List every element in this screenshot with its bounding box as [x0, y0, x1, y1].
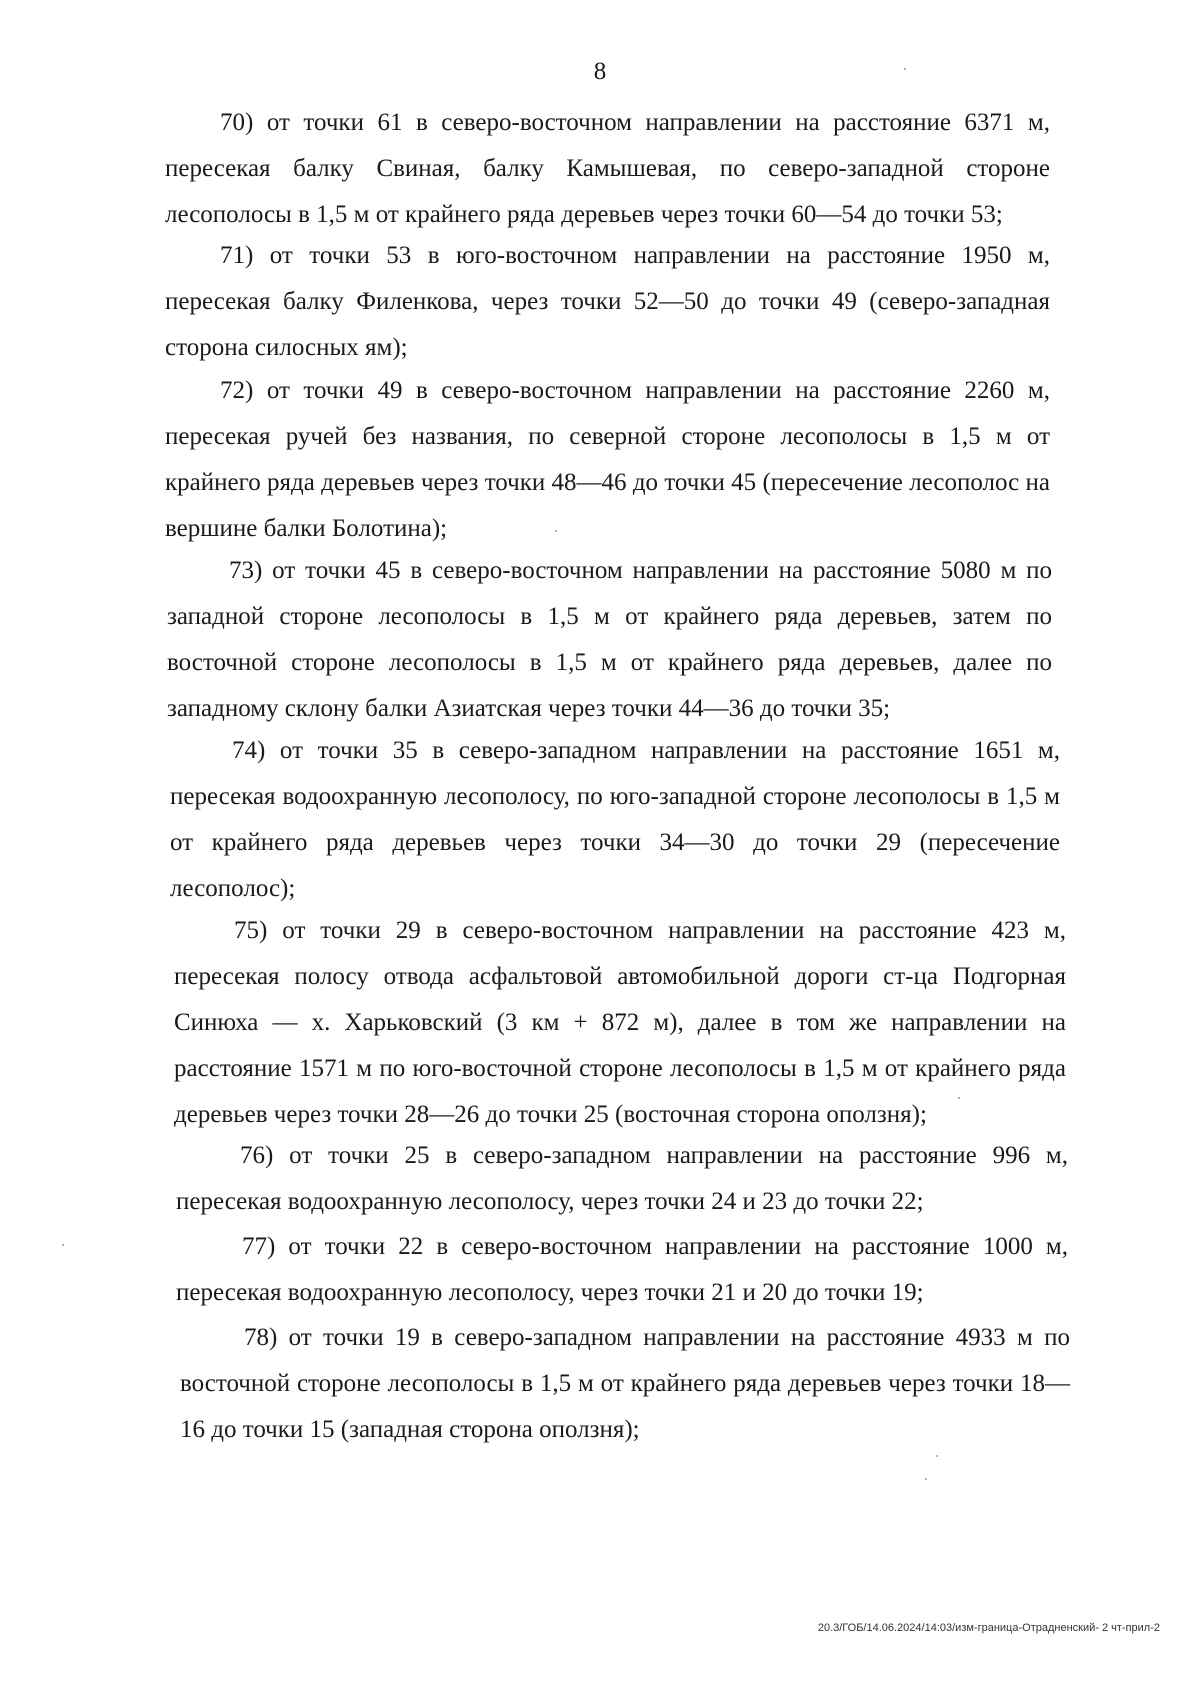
list-item: 76) от точки 25 в северо-западном направлении на расстояние 996 м, пересекая водоохранную лесополосу, через точки 24 и 23 до точки 22; [176, 1142, 1068, 1215]
list-item: 70) от точки 61 в северо-восточном направлении на расстояние 6371 м, пересекая балку Свиная, балку Камышевая, по северо-западной стороне лесополосы в 1,5 м от крайнего ряда деревьев через точки 60—54 до точки 53; [165, 109, 1050, 228]
page-number: 8 [593, 58, 607, 85]
list-item: 73) от точки 45 в северо-восточном направлении на расстояние 5080 м по западной стороне лесополосы в 1,5 м от крайнего ряда деревьев, затем по восточной стороне лесополосы в 1,5 м от крайнего ряда деревьев, далее по западному склону балки Азиатская через точки 44—36 до точки 35; [167, 557, 1052, 722]
scan-speck [62, 1244, 64, 1246]
list-item: 77) от точки 22 в северо-восточном направлении на расстояние 1000 м, пересекая водоохранную лесополосу, через точки 21 и 20 до точки 19; [176, 1233, 1068, 1306]
scan-speck [936, 1455, 938, 1457]
list-item: 71) от точки 53 в юго-восточном направлении на расстояние 1950 м, пересекая балку Филенкова, через точки 52—50 до точки 49 (северо-западная сторона силосных ям); [165, 242, 1050, 361]
list-item: 78) от точки 19 в северо-западном направлении на расстояние 4933 м по восточной стороне лесополосы в 1,5 м от крайнего ряда деревьев через точки 18—16 до точки 15 (западная сторона оползня); [180, 1324, 1070, 1443]
document-footer: 20.3/ГОБ/14.06.2024/14:03/изм-граница-Отрадненский- 2 чт-прил-2 [817, 1622, 1160, 1634]
scan-speck [925, 1478, 927, 1480]
list-item: 75) от точки 29 в северо-восточном направлении на расстояние 423 м, пересекая полосу отвода асфальтовой автомобильной дороги ст-ца Подгорная Синюха — х. Харьковский (3 км + 872 м), далее в том же направлении на расстояние 1571 м по юго-восточной стороне лесополосы в 1,5 м от крайнего ряда деревьев через точки 28—26 до точки 25 (восточная сторона оползня); [174, 917, 1066, 1128]
list-item: 72) от точки 49 в северо-восточном направлении на расстояние 2260 м, пересекая ручей без названия, по северной стороне лесополосы в 1,5 м от крайнего ряда деревьев через точки 48—46 до точки 45 (пересечение лесополос на вершине балки Болотина); [165, 377, 1050, 542]
scan-speck [904, 68, 906, 70]
scan-speck [555, 530, 557, 532]
scan-speck [958, 1097, 960, 1099]
list-item: 74) от точки 35 в северо-западном направлении на расстояние 1651 м, пересекая водоохранную лесополосу, по юго-западной стороне лесополосы в 1,5 м от крайнего ряда деревьев через точки 34—30 до точки 29 (пересечение лесополос); [170, 737, 1060, 902]
